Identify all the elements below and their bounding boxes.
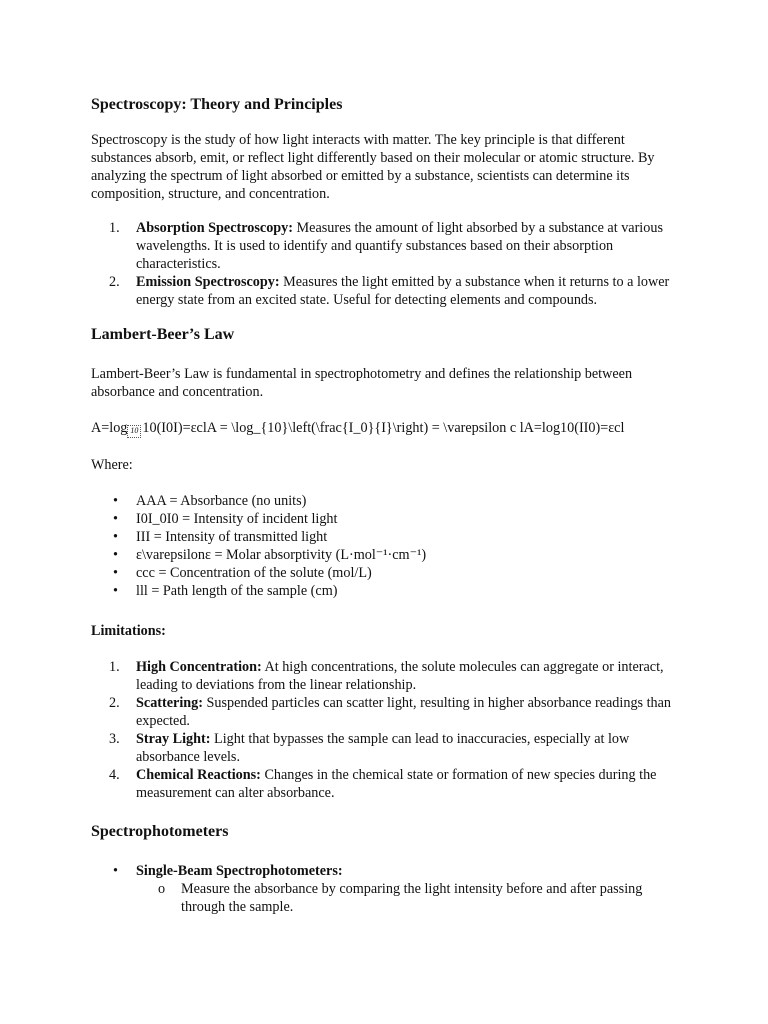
description: Changes in the chemical state or formation of new species during the measurement can alter absorbance.	[136, 767, 657, 801]
description: Measure the absorbance by comparing the light intensity before and after passing through the sample.	[181, 881, 643, 915]
list-item	[91, 546, 681, 564]
intro-paragraph: Spectroscopy is the study of how light interacts with matter. The key principle is that different substances absorb, emit, or reflect light differently based on their molecular or atomic structure. By analyzing the spectrum of light absorbed or emitted by a substance, scientists can determine its composition, structure, and concentration.	[91, 132, 655, 202]
bullet-icon: •	[113, 583, 118, 599]
list-number: 2.	[109, 274, 120, 290]
term: Scattering:	[136, 695, 203, 711]
list-item	[91, 766, 681, 802]
list-item	[91, 564, 681, 582]
variable-definition: lll = Path length of the sample (cm)	[136, 583, 338, 599]
page-title: Spectroscopy: Theory and Principles	[91, 96, 343, 113]
description: Suspended particles can scatter light, resulting in higher absorbance readings than expected.	[136, 695, 672, 729]
sub-list-item	[91, 880, 681, 916]
spectroscopy-types-list	[91, 219, 681, 309]
spectrophotometer-list	[91, 862, 681, 916]
bullet-icon: •	[113, 863, 118, 879]
list-item	[91, 730, 681, 766]
list-item	[91, 582, 681, 600]
bullet-icon: •	[113, 529, 118, 545]
list-item	[91, 492, 681, 510]
list-item	[91, 658, 681, 694]
bullet-icon: •	[113, 493, 118, 509]
variable-definition: ε\varepsilonε = Molar absorptivity (L·mol⁻¹·cm⁻¹)	[136, 547, 427, 563]
description: Light that bypasses the sample can lead to inaccuracies, especially at low absorbance levels.	[136, 731, 630, 765]
circle-bullet-icon: o	[158, 881, 166, 897]
list-item	[91, 273, 681, 309]
list-item	[91, 528, 681, 546]
term: Emission Spectroscopy:	[136, 274, 280, 290]
list-number: 4.	[109, 767, 120, 783]
bullet-icon: •	[113, 547, 118, 563]
list-item	[91, 510, 681, 528]
variable-definition: ccc = Concentration of the solute (mol/L)	[136, 565, 372, 581]
term: Chemical Reactions:	[136, 767, 261, 783]
description: Measures the light emitted by a substance when it returns to a lower energy state from an excited state. Useful for detecting elements and compounds.	[136, 274, 670, 308]
formula-rest: 10(I0I)=εclA = \log_{10}\left(\frac{I_0}{I}\right) = \varepsilon c lA=log10(II0)=εcl	[142, 420, 625, 436]
limitations-heading	[91, 622, 681, 640]
where-label: Where:	[91, 457, 133, 473]
formula-start: A=log	[91, 420, 128, 436]
term: Single-Beam Spectrophotometers:	[136, 863, 343, 879]
list-item	[91, 219, 681, 273]
lambert-beer-formula	[91, 419, 681, 438]
variable-list	[91, 492, 681, 600]
description: At high concentrations, the solute molecules can aggregate or interact, leading to deviations from the linear relationship.	[136, 659, 664, 693]
lambert-beer-heading: Lambert-Beer’s Law	[91, 326, 235, 343]
term: Absorption Spectroscopy:	[136, 220, 293, 236]
limitations-list	[91, 658, 681, 802]
spectrophotometers-heading: Spectrophotometers	[91, 823, 229, 840]
term: High Concentration:	[136, 659, 262, 675]
document-body	[91, 95, 681, 916]
bullet-icon: •	[113, 511, 118, 527]
variable-definition: I0I_0I0 = Intensity of incident light	[136, 511, 338, 527]
list-item	[91, 694, 681, 730]
term: Stray Light:	[136, 731, 211, 747]
list-number: 2.	[109, 695, 120, 711]
variable-definition: AAA = Absorbance (no units)	[136, 493, 307, 509]
description: Measures the amount of light absorbed by a substance at various wavelengths. It is used to identify and quantify substances based on their absorption characteristics.	[136, 220, 663, 272]
variable-definition: III = Intensity of transmitted light	[136, 529, 328, 545]
list-number: 1.	[109, 220, 120, 236]
lambert-beer-intro: Lambert-Beer’s Law is fundamental in spectrophotometry and defines the relationship between absorbance and concentration.	[91, 366, 633, 400]
list-number: 3.	[109, 731, 120, 747]
limitations-label: Limitations:	[91, 623, 166, 639]
list-number: 1.	[109, 659, 120, 675]
list-item	[91, 862, 681, 880]
bullet-icon: •	[113, 565, 118, 581]
missing-glyph-box: 10	[127, 425, 141, 438]
